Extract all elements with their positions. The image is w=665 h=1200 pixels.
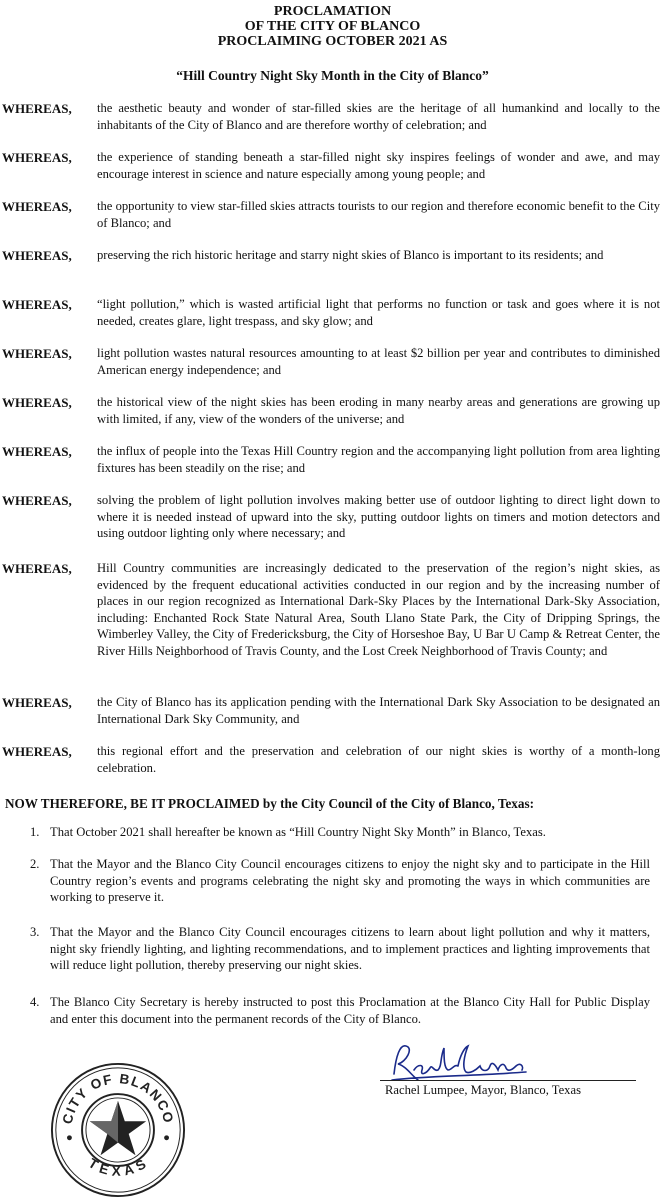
whereas-clause [2,743,660,776]
signatory-name: Rachel Lumpee, Mayor, Blanco, Texas [385,1083,581,1097]
whereas-keyword: WHEREAS, [2,744,72,759]
whereas-keyword: WHEREAS, [2,150,72,165]
whereas-text: Hill Country communities are increasingly dedicated to the preservation of the region’s night skies, as evidenced by the frequent educational activities conducted in our region and by the increasing number of places in our region recognized as International Dark-Sky Places by the International Dark-Sky Association, including: Enchanted Rock State Natural Area, South Llano State Park, the City of Dripping Springs, the Wimberley Valley, the City of Fredericksburg, the City of Horseshoe Bay, U Bar U Camp & Retreat Center, the River Hills Neighborhood of Travis County, and the Lost Creek Neighborhood of Travis County; and [97,561,660,658]
whereas-keyword: WHEREAS, [2,297,72,312]
whereas-clause [2,100,660,133]
whereas-keyword: WHEREAS, [2,695,72,710]
whereas-clause [2,149,660,182]
resolution-item [30,924,650,974]
whereas-text: the experience of standing beneath a star-filled night sky inspires feelings of wonder and awe, and may encourage interest in science and nature especially among young people; and [97,150,660,181]
whereas-keyword: WHEREAS, [2,444,72,459]
item-number: 1. [30,825,40,839]
whereas-text: light pollution wastes natural resources amounting to at least $2 billion per year and contributes to diminished American energy independence; and [97,346,660,377]
whereas-keyword: WHEREAS, [2,346,72,361]
signature-line [380,1080,636,1081]
proclaim-statement: NOW THEREFORE, BE IT PROCLAIMED by the City Council of the City of Blanco, Texas: [5,796,535,811]
whereas-text: preserving the rich historic heritage and starry night skies of Blanco is important to its residents; and [97,248,604,262]
whereas-text: solving the problem of light pollution involves making better use of outdoor lighting to direct light down to where it is needed instead of upward into the sky, putting outdoor lights on timers and motion detectors and using outdoor lighting only where necessary; and [97,493,660,540]
item-text: That October 2021 shall hereafter be known as “Hill Country Night Sky Month” in Blanco, Texas. [50,825,546,839]
whereas-keyword: WHEREAS, [2,199,72,214]
item-text: That the Mayor and the Blanco City Council encourages citizens to learn about light pollution and why it matters, night sky friendly lighting, and lighting recommendations, and to implement practices and lighting improvements that will reduce light pollution, thereby preserving our night skies. [50,925,650,972]
whereas-text: this regional effort and the preservation and celebration of our night skies is worthy of a month-long celebration. [97,744,660,775]
whereas-keyword: WHEREAS, [2,101,72,116]
whereas-text: the opportunity to view star-filled skies attracts tourists to our region and therefore economic benefit to the City of Blanco; and [97,199,660,230]
whereas-clause [2,694,660,727]
whereas-clause [2,492,660,542]
whereas-text: “light pollution,” which is wasted artificial light that performs no function or task and goes where it is not needed, creates glare, light trespass, and sky glow; and [97,297,660,328]
whereas-keyword: WHEREAS, [2,248,72,263]
signature-icon [384,1036,534,1086]
header-line-3: PROCLAIMING OCTOBER 2021 AS [217,34,448,49]
item-text: That the Mayor and the Blanco City Council encourages citizens to enjoy the night sky and to participate in the Hill Country region’s events and programs celebrating the night sky and promoting the ways in which communities are working to preserve it. [50,857,650,904]
whereas-clause [2,345,660,378]
whereas-text: the influx of people into the Texas Hill Country region and the accompanying light pollution from area lighting fixtures has been steadily on the rise; and [97,444,660,475]
whereas-clause [2,198,660,231]
whereas-clause [2,560,660,659]
item-number: 2. [30,857,40,871]
whereas-keyword: WHEREAS, [2,493,72,508]
header-line-1: PROCLAMATION [273,4,392,19]
whereas-clause [2,296,660,329]
whereas-text: the aesthetic beauty and wonder of star-filled skies are the heritage of all humankind and locally to the inhabitants of the City of Blanco and are therefore worthy of celebration; and [97,101,660,132]
whereas-text: the City of Blanco has its application pending with the International Dark Sky Association to be designated an International Dark Sky Community, and [97,695,660,726]
resolution-item [30,856,650,906]
header-line-2: OF THE CITY OF BLANCO [244,19,421,34]
whereas-text: the historical view of the night skies has been eroding in many nearby areas and generations are growing up with limited, if any, view of the wonders of the universe; and [97,395,660,426]
whereas-clause [2,247,660,264]
svg-text:TEXAS [86,1155,150,1178]
whereas-clause [2,394,660,427]
resolution-item [30,824,650,841]
whereas-keyword: WHEREAS, [2,561,72,576]
seal-top-text: CITY OF BLANCO [59,1071,177,1126]
whereas-clause [2,443,660,476]
resolution-item [30,994,650,1027]
item-number: 4. [30,995,40,1009]
city-seal-icon [50,1062,186,1198]
proclamation-header [0,4,665,49]
whereas-keyword: WHEREAS, [2,395,72,410]
item-text: The Blanco City Secretary is hereby instructed to post this Proclamation at the Blanco City Hall for Public Display and enter this document into the permanent records of the City of Blanco. [50,995,650,1026]
proclamation-subtitle: “Hill Country Night Sky Month in the City of Blanco” [176,68,489,83]
seal-bottom-text: TEXAS [85,1155,151,1179]
item-number: 3. [30,925,40,939]
